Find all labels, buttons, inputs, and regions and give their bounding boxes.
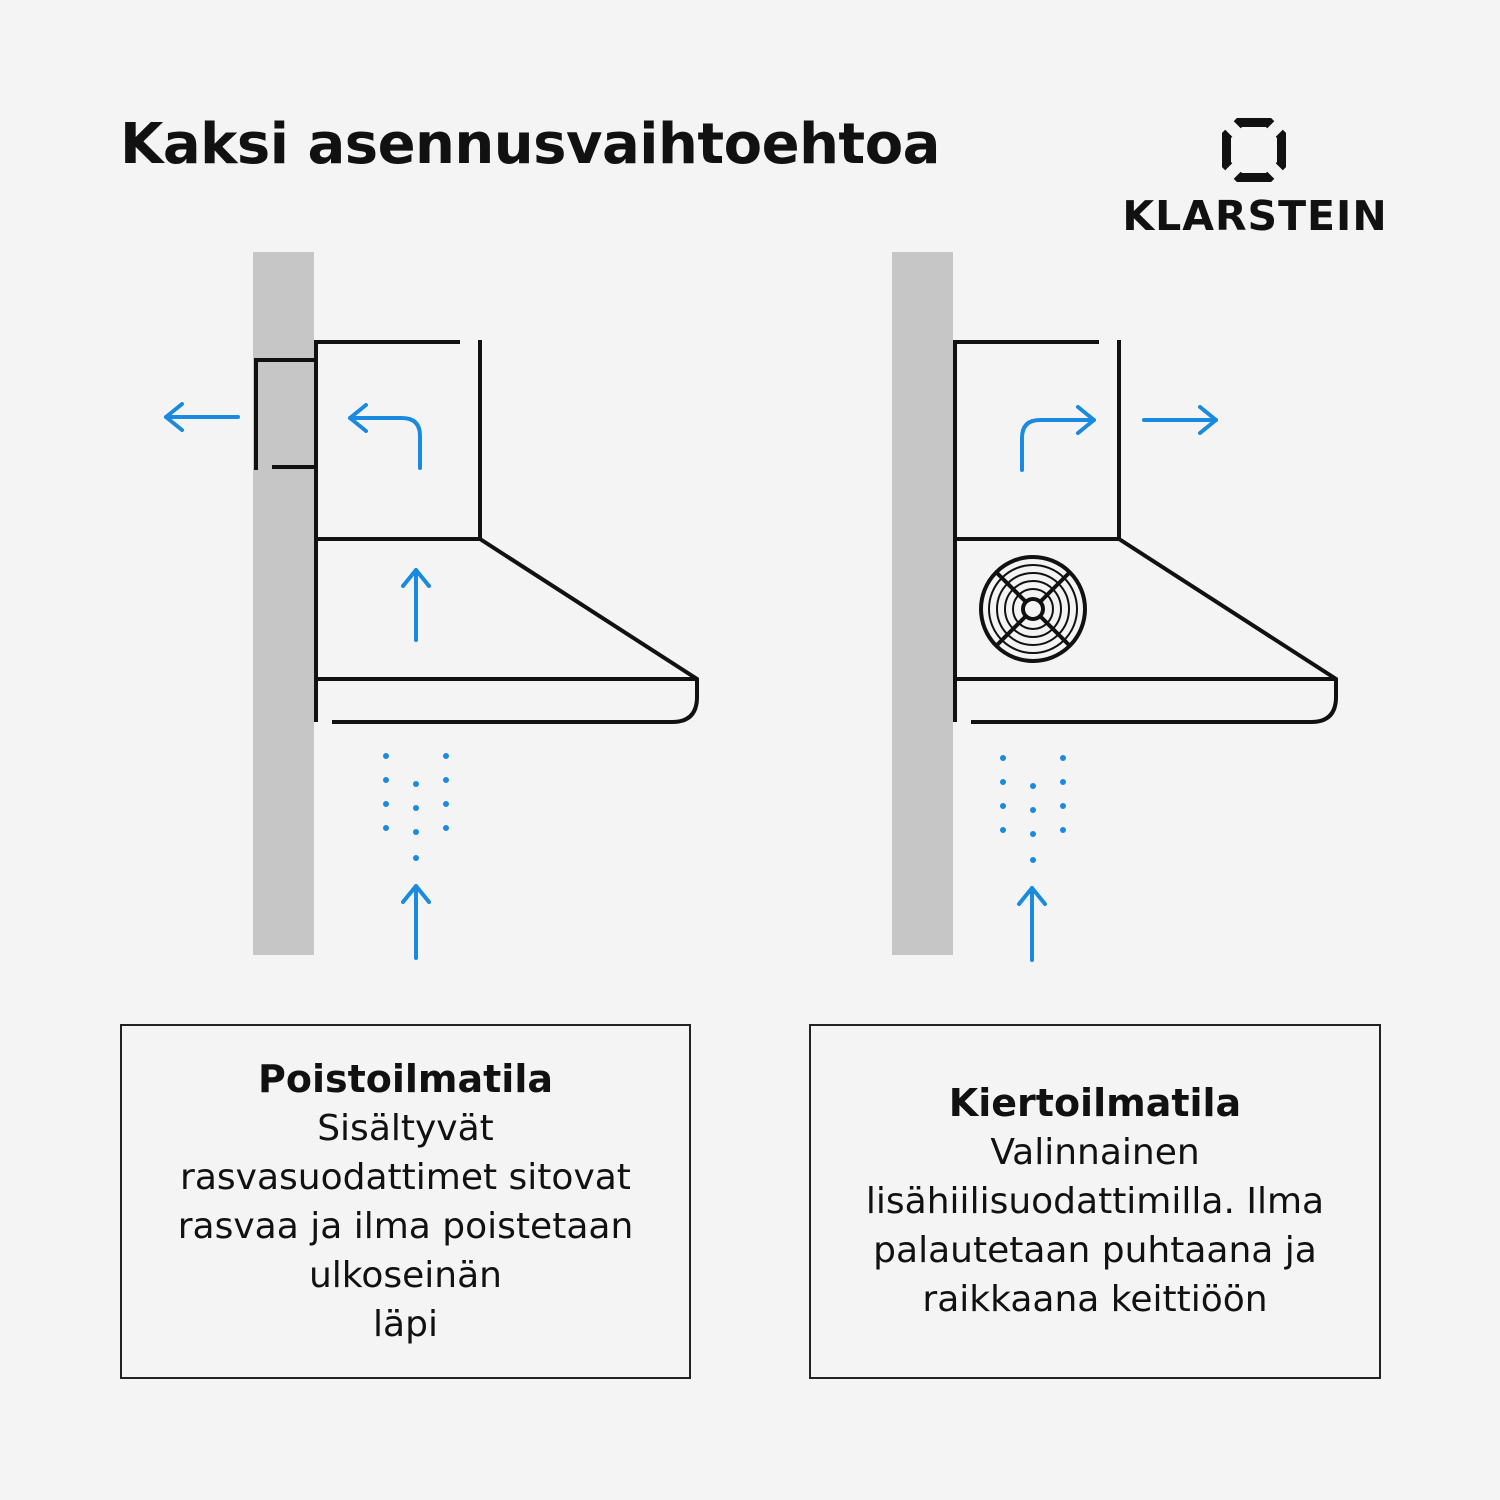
exhaust-mode-box	[120, 1024, 691, 1379]
recirculation-mode-title: Kiertoilmatila	[948, 1081, 1242, 1125]
exhaust-mode-line: ulkoseinän	[308, 1254, 502, 1296]
exhaust-mode-title: Poistoilmatila	[257, 1056, 554, 1101]
recirculation-mode-diagram	[892, 252, 1336, 960]
range-hood	[316, 340, 697, 722]
steam-dots	[383, 753, 449, 861]
range-hood	[955, 340, 1336, 722]
arrow-turn-left	[350, 418, 420, 468]
wall	[253, 252, 314, 955]
recirculation-mode-box	[809, 1024, 1381, 1379]
wall	[892, 252, 953, 955]
recirculation-mode-line: palautetaan puhtaana ja	[873, 1230, 1317, 1271]
exhaust-mode-line: rasvasuodattimet sitovat	[180, 1156, 631, 1198]
brand-name: KLARSTEIN	[1122, 192, 1388, 240]
exhaust-mode-diagram	[166, 252, 697, 958]
recirculation-mode-line: lisähiilisuodattimilla. Ilma	[865, 1181, 1325, 1222]
recirculation-mode-line: raikkaana keittiöön	[922, 1279, 1268, 1320]
exhaust-mode-line: läpi	[373, 1303, 438, 1345]
exhaust-mode-line: rasvaa ja ilma poistetaan	[177, 1205, 634, 1247]
recirculation-mode-line: Valinnainen	[990, 1132, 1200, 1173]
page-title: Kaksi asennusvaihtoehtoa	[120, 112, 940, 177]
steam-dots	[1000, 755, 1066, 863]
exhaust-mode-line: Sisältyvät	[317, 1107, 494, 1149]
arrow-turn-right	[1022, 420, 1094, 470]
carbon-filter-icon	[981, 557, 1085, 661]
